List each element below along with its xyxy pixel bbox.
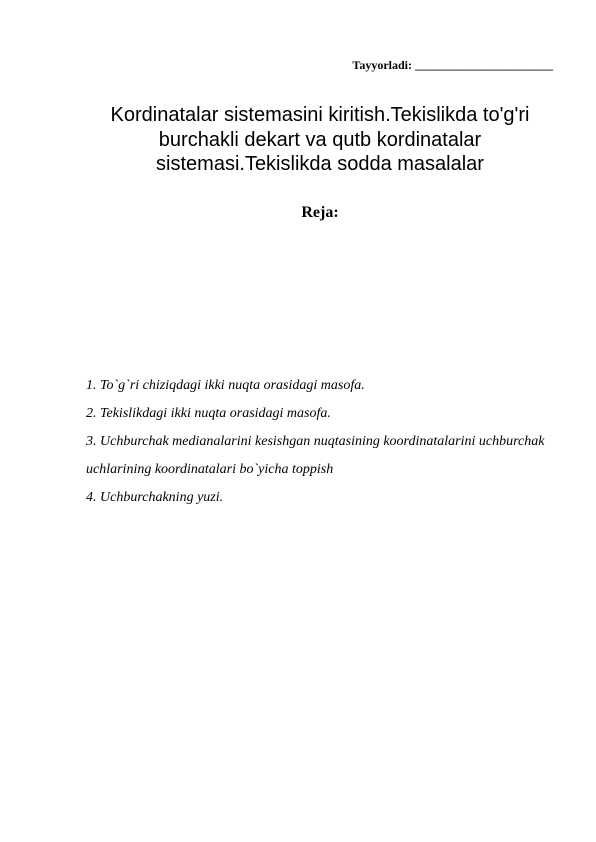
plan-list	[86, 372, 566, 512]
plan-item-3: 3. Uchburchak medianalarini kesishgan nuqtasining koordinatalarini uchburchak uchlarining koordinatalari bo`yicha toppish	[86, 434, 545, 477]
plan-heading: Reja:	[301, 204, 339, 221]
prepared-by-line: Tayyorladi: _______________________	[352, 58, 553, 72]
plan-item-4: 4. Uchburchakning yuzi.	[86, 490, 224, 505]
plan-item-1: 1. To`g`ri chiziqdagi ikki nuqta orasidagi masofa.	[86, 378, 365, 393]
document-title: Kordinatalar sistemasini kiritish.Tekislikda to'g'ri burchakli dekart va qutb kordinatalar sistemasi.Tekislikda sodda masalalar	[110, 104, 530, 175]
plan-item-2: 2. Tekislikdagi ikki nuqta orasidagi masofa.	[86, 406, 331, 421]
